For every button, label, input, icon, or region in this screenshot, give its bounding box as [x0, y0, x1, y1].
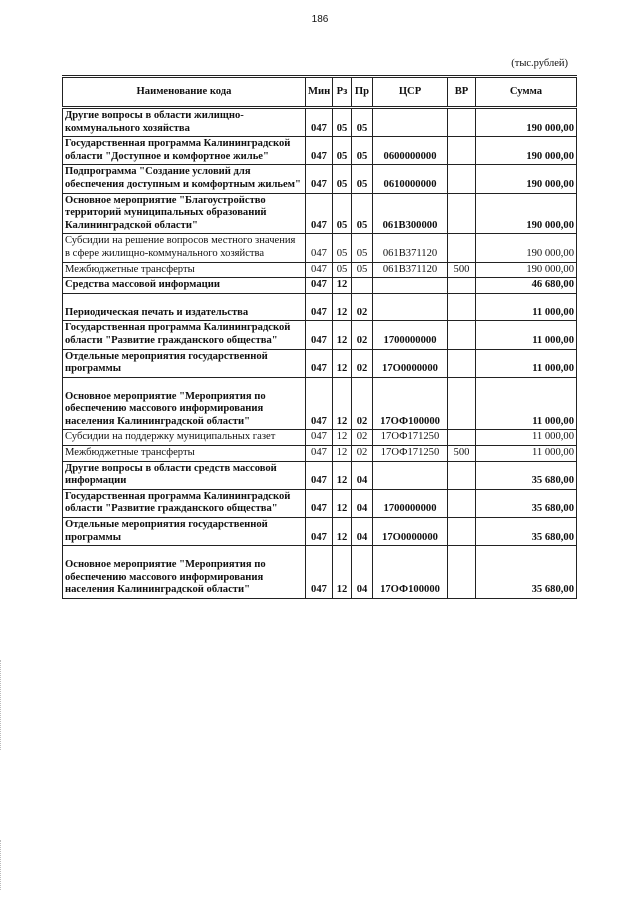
table-row — [63, 518, 577, 546]
table-row — [63, 489, 577, 517]
cell-sum: 190 000,00 — [476, 193, 577, 234]
cell-name: Основное мероприятие "Мероприятия по обеспечению массового информирования населения Калининградской области" — [63, 377, 306, 430]
cell-name: Другие вопросы в области средств массовой информации — [63, 461, 306, 489]
cell-min: 047 — [306, 546, 333, 599]
cell-name: Государственная программа Калининградской области "Доступное и комфортное жилье" — [63, 137, 306, 165]
budget-table — [62, 75, 577, 599]
cell-rz: 05 — [333, 137, 352, 165]
cell-rz: 05 — [333, 262, 352, 278]
cell-csr: 061В371120 — [373, 262, 448, 278]
cell-vr — [448, 108, 476, 137]
cell-vr — [448, 518, 476, 546]
cell-sum: 11 000,00 — [476, 446, 577, 462]
cell-name: Другие вопросы в области жилищно-коммунального хозяйства — [63, 108, 306, 137]
cell-pr: 05 — [352, 193, 373, 234]
cell-csr: 17ОФ100000 — [373, 377, 448, 430]
cell-name: Субсидии на поддержку муниципальных газет — [63, 430, 306, 446]
cell-sum: 11 000,00 — [476, 430, 577, 446]
cell-pr: 05 — [352, 108, 373, 137]
cell-rz: 12 — [333, 293, 352, 321]
cell-csr: 17ОФ171250 — [373, 446, 448, 462]
cell-vr — [448, 489, 476, 517]
cell-sum: 11 000,00 — [476, 293, 577, 321]
table-row — [63, 430, 577, 446]
cell-csr: 17ОФ100000 — [373, 546, 448, 599]
cell-name: Основное мероприятие "Мероприятия по обеспечению массового информирования населения Калининградской области" — [63, 546, 306, 599]
margin-mark — [0, 660, 7, 750]
cell-sum: 190 000,00 — [476, 108, 577, 137]
cell-min: 047 — [306, 489, 333, 517]
cell-pr: 05 — [352, 137, 373, 165]
cell-min: 047 — [306, 518, 333, 546]
cell-name: Государственная программа Калининградской области "Развитие гражданского общества" — [63, 321, 306, 349]
cell-sum: 11 000,00 — [476, 349, 577, 377]
cell-pr: 02 — [352, 430, 373, 446]
cell-pr: 02 — [352, 293, 373, 321]
cell-vr — [448, 165, 476, 193]
cell-rz: 12 — [333, 446, 352, 462]
cell-name: Отдельные мероприятия государственной программы — [63, 518, 306, 546]
cell-sum: 190 000,00 — [476, 262, 577, 278]
cell-vr — [448, 137, 476, 165]
cell-name: Межбюджетные трансферты — [63, 446, 306, 462]
cell-vr — [448, 377, 476, 430]
cell-min: 047 — [306, 293, 333, 321]
cell-pr: 02 — [352, 349, 373, 377]
cell-pr: 02 — [352, 377, 373, 430]
table-row — [63, 193, 577, 234]
cell-min: 047 — [306, 165, 333, 193]
cell-csr: 061В300000 — [373, 193, 448, 234]
cell-pr: 04 — [352, 489, 373, 517]
header-vr: ВР — [448, 77, 476, 108]
cell-rz: 12 — [333, 461, 352, 489]
cell-csr — [373, 293, 448, 321]
header-pr: Пр — [352, 77, 373, 108]
cell-vr — [448, 349, 476, 377]
cell-rz: 12 — [333, 377, 352, 430]
cell-vr — [448, 278, 476, 294]
cell-min: 047 — [306, 234, 333, 262]
cell-vr — [448, 234, 476, 262]
table-row — [63, 137, 577, 165]
cell-name: Государственная программа Калининградской области "Развитие гражданского общества" — [63, 489, 306, 517]
cell-min: 047 — [306, 446, 333, 462]
cell-csr: 1700000000 — [373, 489, 448, 517]
cell-sum: 190 000,00 — [476, 234, 577, 262]
table-row — [63, 293, 577, 321]
cell-min: 047 — [306, 108, 333, 137]
cell-min: 047 — [306, 321, 333, 349]
cell-min: 047 — [306, 349, 333, 377]
cell-csr: 17О0000000 — [373, 518, 448, 546]
cell-name: Межбюджетные трансферты — [63, 262, 306, 278]
header-rz: Рз — [333, 77, 352, 108]
cell-min: 047 — [306, 461, 333, 489]
cell-min: 047 — [306, 193, 333, 234]
cell-rz: 12 — [333, 321, 352, 349]
cell-rz: 05 — [333, 165, 352, 193]
cell-min: 047 — [306, 278, 333, 294]
cell-csr: 061В371120 — [373, 234, 448, 262]
header-name: Наименование кода — [63, 77, 306, 108]
cell-rz: 05 — [333, 234, 352, 262]
table-body — [63, 108, 577, 599]
table-row — [63, 546, 577, 599]
page-number: 186 — [311, 14, 329, 25]
table-row — [63, 446, 577, 462]
cell-name: Средства массовой информации — [63, 278, 306, 294]
header-csr: ЦСР — [373, 77, 448, 108]
cell-sum: 190 000,00 — [476, 137, 577, 165]
header-min: Мин — [306, 77, 333, 108]
table-row — [63, 278, 577, 294]
cell-sum: 11 000,00 — [476, 321, 577, 349]
cell-vr — [448, 193, 476, 234]
cell-vr: 500 — [448, 446, 476, 462]
cell-csr: 17О0000000 — [373, 349, 448, 377]
cell-vr — [448, 293, 476, 321]
cell-csr — [373, 461, 448, 489]
cell-rz: 05 — [333, 108, 352, 137]
cell-min: 047 — [306, 430, 333, 446]
cell-rz: 12 — [333, 349, 352, 377]
cell-csr — [373, 278, 448, 294]
margin-mark — [0, 840, 7, 890]
cell-csr: 1700000000 — [373, 321, 448, 349]
table-row — [63, 461, 577, 489]
cell-pr: 04 — [352, 461, 373, 489]
table-header-row — [63, 77, 577, 108]
cell-name: Периодическая печать и издательства — [63, 293, 306, 321]
cell-min: 047 — [306, 262, 333, 278]
cell-sum: 35 680,00 — [476, 461, 577, 489]
cell-sum: 35 680,00 — [476, 546, 577, 599]
cell-pr — [352, 278, 373, 294]
table-row — [63, 108, 577, 137]
cell-name: Отдельные мероприятия государственной программы — [63, 349, 306, 377]
cell-vr: 500 — [448, 262, 476, 278]
cell-vr — [448, 461, 476, 489]
cell-csr: 0610000000 — [373, 165, 448, 193]
header-sum: Сумма — [476, 77, 577, 108]
cell-pr: 02 — [352, 446, 373, 462]
table-row — [63, 321, 577, 349]
cell-name: Подпрограмма "Создание условий для обеспечения доступным и комфортным жильем" — [63, 165, 306, 193]
cell-sum: 11 000,00 — [476, 377, 577, 430]
cell-pr: 05 — [352, 234, 373, 262]
cell-vr — [448, 430, 476, 446]
cell-pr: 05 — [352, 262, 373, 278]
cell-rz: 12 — [333, 518, 352, 546]
cell-rz: 05 — [333, 193, 352, 234]
cell-pr: 02 — [352, 321, 373, 349]
cell-sum: 190 000,00 — [476, 165, 577, 193]
cell-pr: 04 — [352, 546, 373, 599]
units-label: (тыс.рублей) — [511, 58, 568, 69]
cell-csr: 17ОФ171250 — [373, 430, 448, 446]
cell-pr: 05 — [352, 165, 373, 193]
table-row — [63, 165, 577, 193]
cell-pr: 04 — [352, 518, 373, 546]
table-row — [63, 234, 577, 262]
cell-rz: 12 — [333, 278, 352, 294]
table-row — [63, 349, 577, 377]
cell-vr — [448, 546, 476, 599]
cell-sum: 46 680,00 — [476, 278, 577, 294]
cell-vr — [448, 321, 476, 349]
cell-min: 047 — [306, 377, 333, 430]
cell-name: Основное мероприятие "Благоустройство территорий муниципальных образований Калининградской области" — [63, 193, 306, 234]
cell-rz: 12 — [333, 546, 352, 599]
cell-min: 047 — [306, 137, 333, 165]
cell-csr: 0600000000 — [373, 137, 448, 165]
cell-rz: 12 — [333, 489, 352, 517]
cell-sum: 35 680,00 — [476, 489, 577, 517]
cell-rz: 12 — [333, 430, 352, 446]
cell-sum: 35 680,00 — [476, 518, 577, 546]
table-row — [63, 377, 577, 430]
cell-name: Субсидии на решение вопросов местного значения в сфере жилищно-коммунального хозяйства — [63, 234, 306, 262]
cell-csr — [373, 108, 448, 137]
table-row — [63, 262, 577, 278]
